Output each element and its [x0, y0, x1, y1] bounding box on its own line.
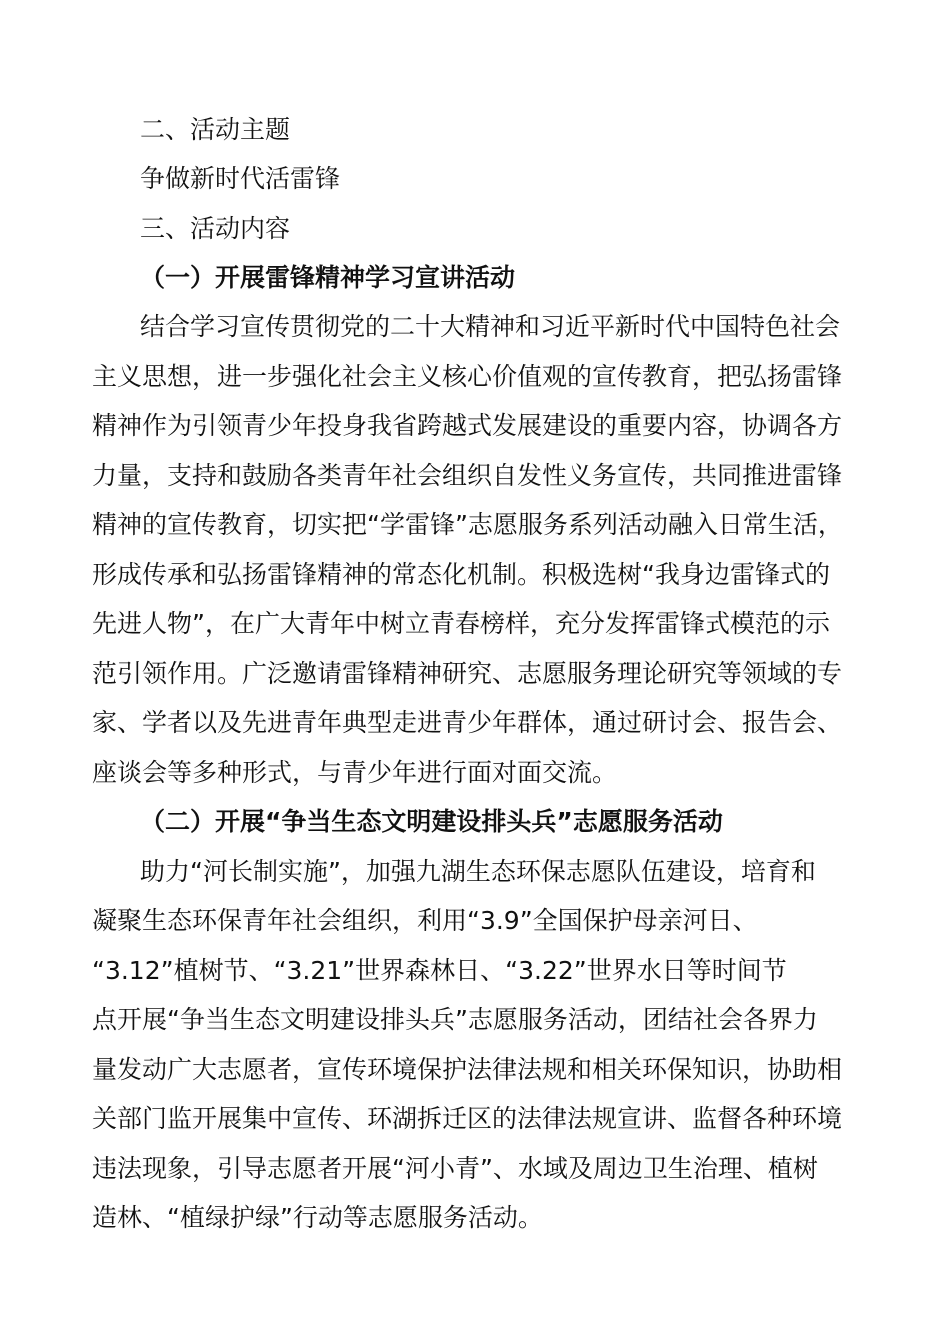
paragraph-line: 范引领作用。广泛邀请雷锋精神研究、志愿服务理论研究等领域的专 — [92, 659, 843, 688]
paragraph-line: 关部门监开展集中宣传、环湖拆迁区的法律法规宣讲、监督各种环境 — [92, 1104, 843, 1133]
paragraph-line: 主义思想，进一步强化社会主义核心价值观的宣传教育，把弘扬雷锋 — [92, 362, 843, 391]
paragraph-line: 凝聚生态环保青年社会组织，利用“3.9”全国保护母亲河日、 — [92, 906, 758, 935]
paragraph-line: 座谈会等多种形式，与青少年进行面对面交流。 — [92, 758, 618, 787]
paragraph-line: 造林、“植绿护绿”行动等志愿服务活动。 — [92, 1203, 543, 1232]
subsection-2-heading: （二）开展“争当生态文明建设排头兵”志愿服务活动 — [140, 807, 723, 836]
paragraph-line: 精神的宣传教育，切实把“学雷锋”志愿服务系列活动融入日常生活， — [92, 510, 843, 539]
paragraph-line: “3.12”植树节、“3.21”世界森林日、“3.22”世界水日等时间节 — [92, 956, 787, 985]
paragraph-line: 家、学者以及先进青年典型走进青少年群体，通过研讨会、报告会、 — [92, 708, 843, 737]
paragraph-line: 助力“河长制实施”，加强九湖生态环保志愿队伍建设，培育和 — [140, 857, 816, 886]
subsection-1-heading: （一）开展雷锋精神学习宣讲活动 — [140, 263, 516, 292]
paragraph-line: 违法现象，引导志愿者开展“河小青”、水域及周边卫生治理、植树 — [92, 1154, 818, 1183]
paragraph-line: 结合学习宣传贯彻党的二十大精神和习近平新时代中国特色社会 — [140, 312, 841, 341]
paragraph-line: 量发动广大志愿者，宣传环境保护法律法规和相关环保知识，协助相 — [92, 1055, 843, 1084]
section-2-heading: 二、活动主题 — [140, 115, 291, 144]
paragraph-line: 点开展“争当生态文明建设排头兵”志愿服务活动，团结社会各界力 — [92, 1005, 818, 1034]
section-3-heading: 三、活动内容 — [140, 214, 291, 243]
paragraph-line: 力量，支持和鼓励各类青年社会组织自发性义务宣传，共同推进雷锋 — [92, 461, 843, 490]
paragraph-line: 精神作为引领青少年投身我省跨越式发展建设的重要内容，协调各方 — [92, 411, 843, 440]
paragraph-line: 先进人物”，在广大青年中树立青春榜样，充分发挥雷锋式模范的示 — [92, 609, 830, 638]
paragraph-line: 形成传承和弘扬雷锋精神的常态化机制。积极选树“我身边雷锋式的 — [92, 560, 830, 589]
activity-theme: 争做新时代活雷锋 — [140, 164, 341, 193]
